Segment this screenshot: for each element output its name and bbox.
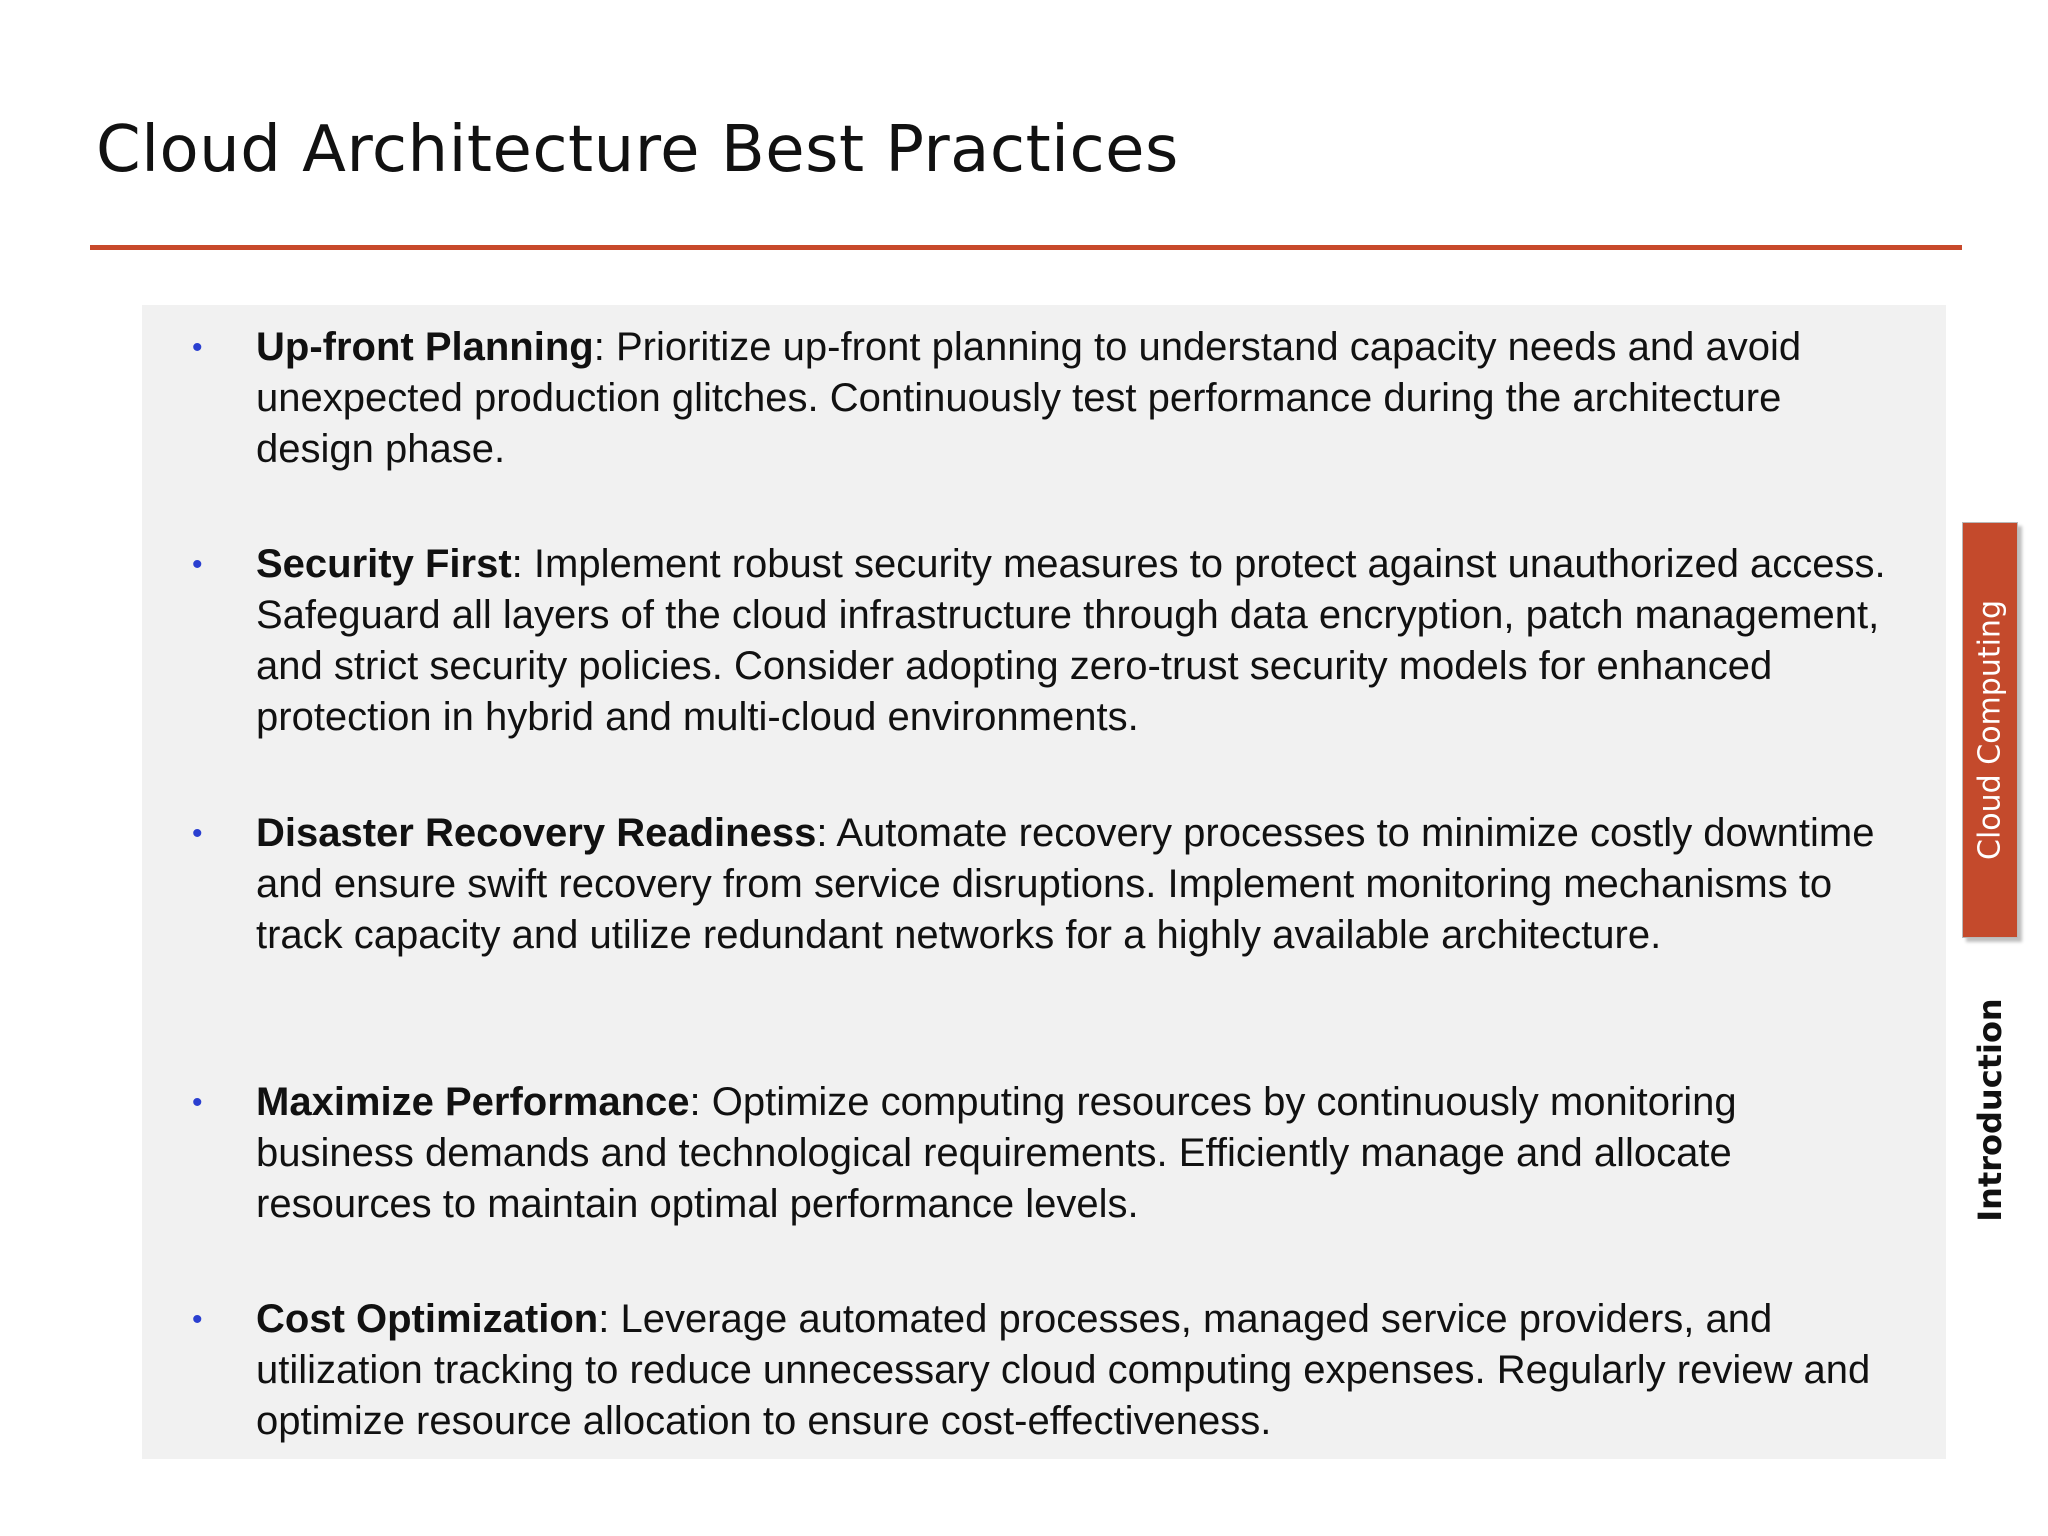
bullet-text bbox=[256, 1294, 1896, 1447]
slide-title: Cloud Architecture Best Practices bbox=[96, 113, 1179, 187]
bullet-text bbox=[256, 1077, 1896, 1230]
bullet-term: Security First bbox=[256, 542, 512, 586]
title-divider bbox=[90, 245, 1962, 250]
bullet-icon: • bbox=[192, 548, 203, 581]
bullet-term: Cost Optimization bbox=[256, 1297, 599, 1341]
bullet-term: Up-front Planning bbox=[256, 325, 594, 369]
content-panel bbox=[142, 305, 1946, 1459]
bullet-term: Disaster Recovery Readiness bbox=[256, 811, 817, 855]
bullet-description: : Prioritize up-front planning to understand capacity needs and avoid unexpected production glitches. Continuously test performance during the architecture design phase. bbox=[256, 325, 1802, 471]
bullet-description: : Automate recovery processes to minimize costly downtime and ensure swift recovery from service disruptions. Implement monitoring mechanisms to track capacity and utilize redundant networks for a highly available architecture. bbox=[256, 811, 1875, 957]
bullet-icon: • bbox=[192, 1303, 203, 1336]
bullet-icon: • bbox=[192, 331, 203, 364]
side-tab-label: Cloud Computing bbox=[1972, 600, 2008, 860]
bullet-term: Maximize Performance bbox=[256, 1080, 690, 1124]
bullet-icon: • bbox=[192, 1086, 203, 1119]
bullet-text bbox=[256, 539, 1896, 743]
bullet-icon: • bbox=[192, 817, 203, 850]
section-label-introduction bbox=[1962, 990, 2018, 1230]
bullet-text bbox=[256, 322, 1896, 475]
side-tab-cloud-computing[interactable] bbox=[1962, 522, 2018, 938]
bullet-text bbox=[256, 808, 1896, 961]
bullet-description: : Implement robust security measures to protect against unauthorized access. Safeguard all layers of the cloud infrastructure through data encryption, patch management, and strict security policies. Consider adopting zero-trust security models for enhanced protection in hybrid and multi-cloud environments. bbox=[256, 542, 1886, 739]
bullet-description: : Leverage automated processes, managed service providers, and utilization tracking to reduce unnecessary cloud computing expenses. Regularly review and optimize resource allocation to ensure cost-effectiveness. bbox=[256, 1297, 1871, 1443]
section-label-text: Introduction bbox=[1971, 998, 2009, 1222]
bullet-description: : Optimize computing resources by continuously monitoring business demands and technological requirements. Efficiently manage and allocate resources to maintain optimal performance levels. bbox=[256, 1080, 1737, 1226]
